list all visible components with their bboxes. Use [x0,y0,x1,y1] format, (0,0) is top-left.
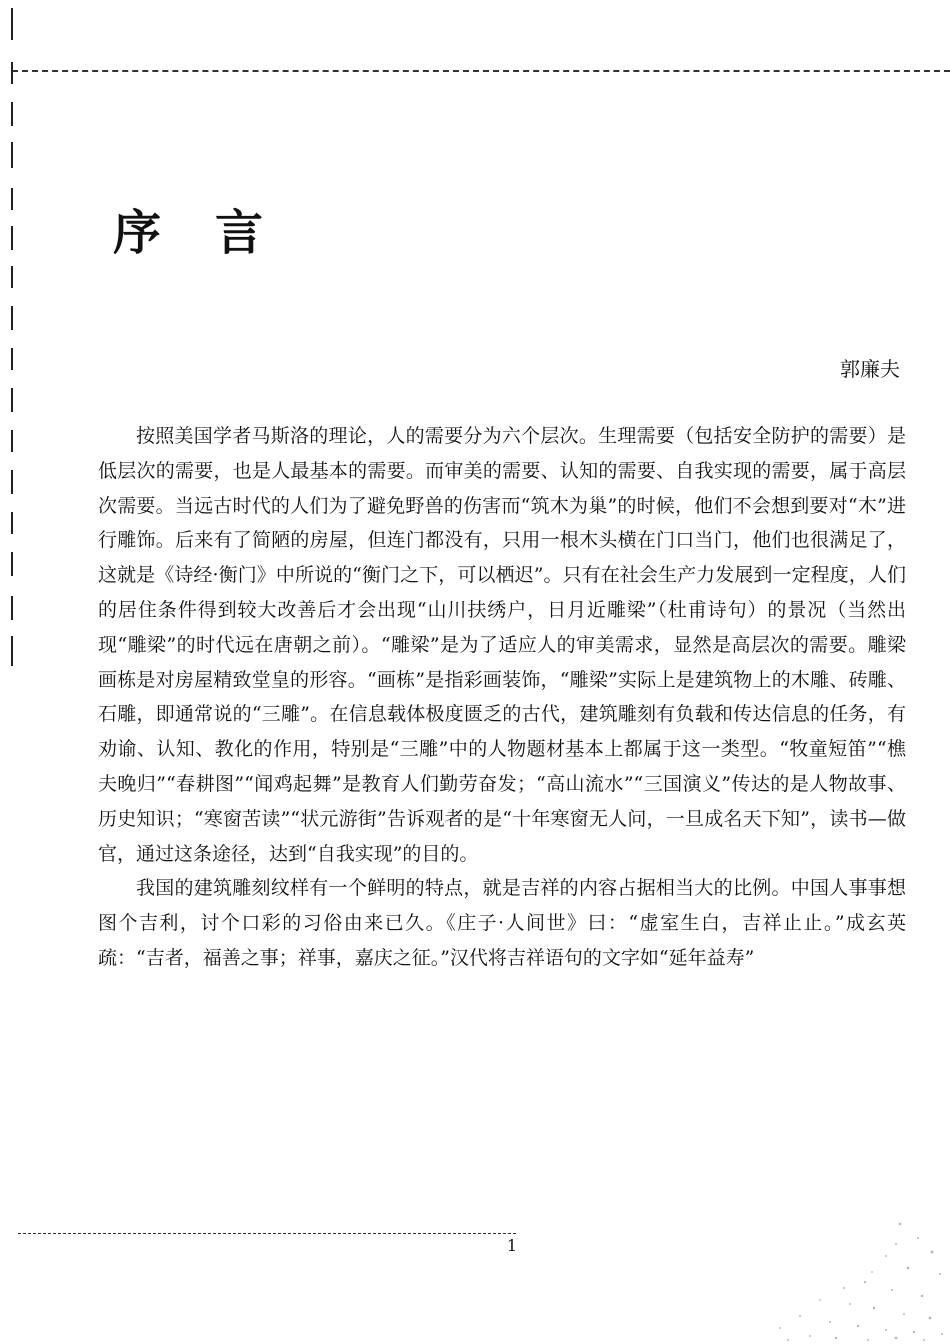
top-dashed-rule [12,70,950,72]
paragraph-2: 我国的建筑雕刻纹样有一个鲜明的特点，就是吉祥的内容占据相当大的比例。中国人事事想图个吉利，讨个口彩的习俗由来已久。《庄子·人间世》曰：“虚室生白，吉祥止止。”成玄英疏：“吉者，福善之事；祥事，嘉庆之征。”汉代将吉祥语句的文字如“延年益寿” [98,877,906,969]
paragraph-1: 按照美国学者马斯洛的理论，人的需要分为六个层次。生理需要（包括安全防护的需要）是低层次的需要，也是人最基本的需要。而审美的需要、认知的需要、自我实现的需要，属于高层次需要。当远古时代的人们为了避免野兽的伤害而“筑木为巢”的时候，他们不会想到要对“木”进行雕饰。后来有了简陋的房屋，但连门都没有，只用一根木头横在门口当门，他们也很满足了，这就是《诗经·衡门》中所说的“衡门之下，可以栖迟”。只有在社会生产力发展到一定程度，人们的居住条件得到较大改善后才会出现“山川扶绣户，日月近雕梁”（杜甫诗句）的景况（当然出现“雕梁”的时代远在唐朝之前）。“雕梁”是为了适应人的审美需求，显然是高层次的需要。雕梁画栋是对房屋精致堂皇的形容。“画栋”是指彩画装饰，“雕梁”实际上是建筑物上的木雕、砖雕、石雕，即通常说的“三雕”。在信息载体极度匮乏的古代，建筑雕刻有负载和传达信息的任务，有劝谕、认知、教化的作用，特别是“三雕”中的人物题材基本上都属于这一类型。“牧童短笛”“樵夫晚归”“春耕图”“闻鸡起舞”是教育人们勤劳奋发；“高山流水”“三国演义”传达的是人物故事、历史知识；“寒窗苦读”“状元游街”告诉观者的是“十年寒窗无人问，一旦成名天下知”，读书—做官，通过这条途径，达到“自我实现”的目的。 [98,425,906,865]
body-text [98,419,906,976]
author-name: 郭廉夫 [840,357,900,381]
binding-margin-marks [11,0,15,680]
page-number: 1 [506,1236,518,1255]
page-title: 序言 [113,205,318,261]
scan-noise-decoration [660,1204,950,1344]
